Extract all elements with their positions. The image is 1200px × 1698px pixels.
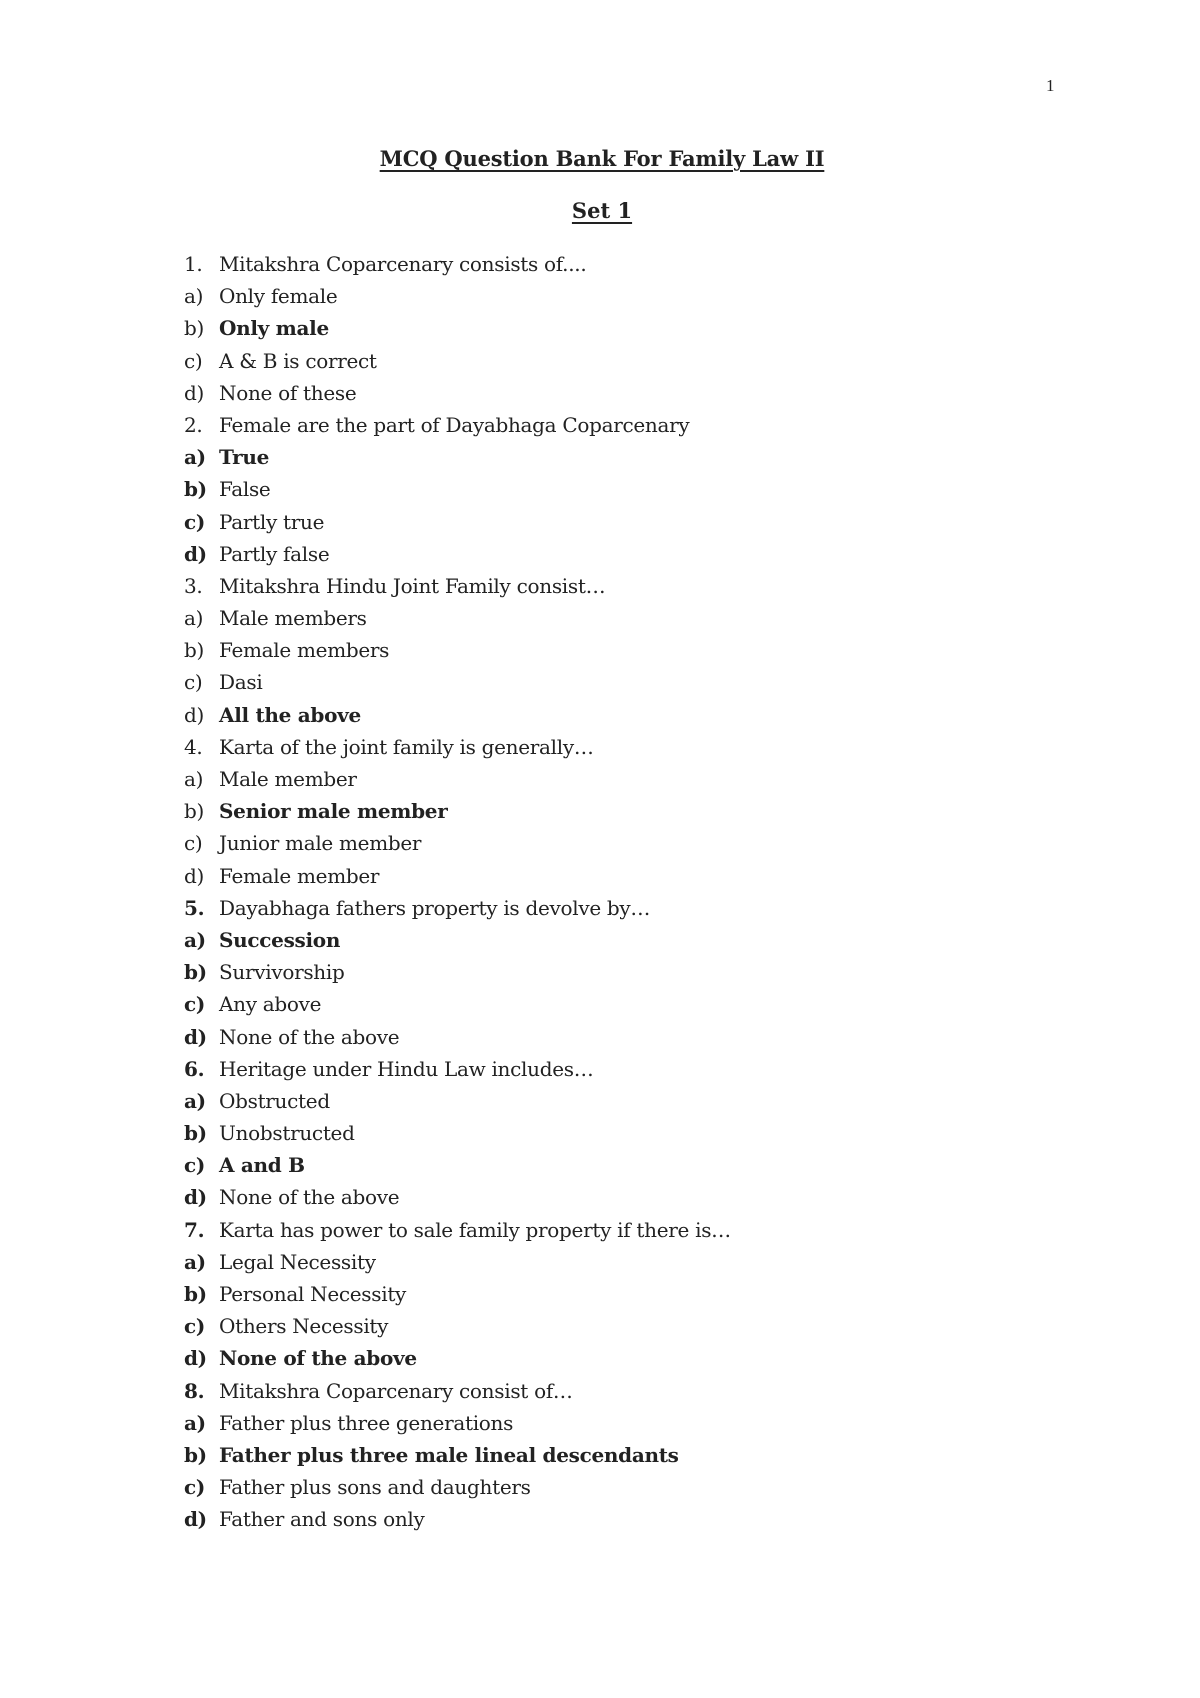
option-letter: d) xyxy=(184,1024,207,1049)
option-line xyxy=(184,860,1084,892)
correct-option-text: Succession xyxy=(219,927,341,952)
question-text: Mitakshra Coparcenary consists of.... xyxy=(219,252,587,276)
option-text: Junior male member xyxy=(219,831,422,856)
option-letter: c) xyxy=(184,831,203,856)
option-line xyxy=(184,1181,1084,1213)
option-letter: b) xyxy=(184,316,205,341)
option-letter: d) xyxy=(184,380,205,405)
option-letter: a) xyxy=(184,1410,206,1435)
question-text: Mitakshra Coparcenary consist of… xyxy=(219,1378,573,1403)
correct-option-text: None of the above xyxy=(219,1346,417,1371)
option-line xyxy=(184,1278,1084,1310)
question-text: Heritage under Hindu Law includes… xyxy=(219,1056,594,1081)
option-letter: b) xyxy=(184,1442,207,1467)
option-line xyxy=(184,795,1084,827)
option-letter: a) xyxy=(184,1249,206,1274)
correct-option-text: Only male xyxy=(219,316,329,341)
option-line xyxy=(184,1503,1084,1535)
option-text: Female member xyxy=(219,863,380,888)
question-number: 4. xyxy=(184,734,203,759)
option-line xyxy=(184,602,1084,634)
option-line xyxy=(184,1310,1084,1342)
question-line xyxy=(184,1214,1084,1246)
option-letter: a) xyxy=(184,445,206,470)
option-text: Male member xyxy=(219,767,357,791)
option-letter: b) xyxy=(184,1121,207,1146)
question-line xyxy=(184,1053,1084,1085)
option-letter: d) xyxy=(184,541,207,566)
option-line xyxy=(184,1407,1084,1439)
page-number: 1 xyxy=(1046,76,1055,95)
option-letter: b) xyxy=(184,638,205,663)
option-text: None of the above xyxy=(219,1185,400,1210)
option-text: Others Necessity xyxy=(219,1314,389,1339)
option-letter: c) xyxy=(184,1153,206,1178)
question-number: 8. xyxy=(184,1378,205,1403)
option-line xyxy=(184,1021,1084,1053)
option-text: Female members xyxy=(219,638,390,663)
option-letter: c) xyxy=(184,670,203,695)
option-text: Father plus three generations xyxy=(219,1410,514,1435)
option-line xyxy=(184,634,1084,666)
option-line xyxy=(184,473,1084,505)
question-line xyxy=(184,731,1084,763)
option-letter: a) xyxy=(184,1088,206,1113)
option-text: Dasi xyxy=(219,670,263,695)
option-letter: a) xyxy=(184,606,204,631)
option-line xyxy=(184,988,1084,1020)
option-text: Legal Necessity xyxy=(219,1249,376,1274)
option-letter: c) xyxy=(184,509,206,534)
option-text: Survivorship xyxy=(219,960,345,985)
correct-option-text: A and B xyxy=(219,1153,305,1178)
option-letter: d) xyxy=(184,1185,207,1210)
set-heading: Set 1 xyxy=(571,198,633,223)
option-line xyxy=(184,699,1084,731)
option-letter: b) xyxy=(184,960,207,985)
option-letter: b) xyxy=(184,1282,207,1306)
option-text: Unobstructed xyxy=(219,1121,355,1146)
correct-option-text: True xyxy=(219,445,270,470)
option-text: Partly false xyxy=(219,541,330,566)
option-text: Partly true xyxy=(219,509,325,534)
option-text: Only female xyxy=(219,284,338,309)
question-number: 7. xyxy=(184,1217,205,1242)
question-text: Dayabhaga fathers property is devolve by… xyxy=(219,895,651,920)
option-text: Father plus sons and daughters xyxy=(219,1475,531,1500)
page-title: MCQ Question Bank For Family Law II xyxy=(379,146,825,171)
question-number: 1. xyxy=(184,252,203,276)
option-letter: c) xyxy=(184,992,206,1017)
option-line xyxy=(184,441,1084,473)
option-line xyxy=(184,538,1084,570)
option-line xyxy=(184,345,1084,377)
option-line xyxy=(184,1085,1084,1117)
question-line xyxy=(184,1375,1084,1407)
option-text: A & B is correct xyxy=(219,348,377,373)
question-text: Karta of the joint family is generally… xyxy=(219,734,594,759)
option-letter: b) xyxy=(184,477,207,502)
question-line xyxy=(184,570,1084,602)
option-line xyxy=(184,956,1084,988)
question-line xyxy=(184,248,1084,280)
option-letter: d) xyxy=(184,702,205,727)
option-text: False xyxy=(219,477,271,502)
option-line xyxy=(184,924,1084,956)
option-line xyxy=(184,312,1084,344)
option-line xyxy=(184,377,1084,409)
option-line xyxy=(184,1342,1084,1374)
option-letter: d) xyxy=(184,863,205,888)
option-letter: c) xyxy=(184,1314,206,1339)
option-text: Personal Necessity xyxy=(219,1282,407,1306)
question-number: 3. xyxy=(184,573,203,598)
option-line xyxy=(184,763,1084,795)
correct-option-text: All the above xyxy=(219,702,361,727)
option-line xyxy=(184,1117,1084,1149)
option-text: None of the above xyxy=(219,1024,400,1049)
option-text: Father and sons only xyxy=(219,1507,425,1532)
correct-option-text: Father plus three male lineal descendants xyxy=(219,1442,679,1467)
option-text: None of these xyxy=(219,380,357,405)
question-line xyxy=(184,409,1084,441)
option-letter: c) xyxy=(184,1475,206,1500)
question-text: Karta has power to sale family property if there is… xyxy=(219,1217,731,1242)
option-line xyxy=(184,280,1084,312)
question-number: 6. xyxy=(184,1056,205,1081)
option-line xyxy=(184,506,1084,538)
option-letter: a) xyxy=(184,767,204,791)
option-line xyxy=(184,666,1084,698)
question-list xyxy=(184,248,1084,1536)
option-line xyxy=(184,1149,1084,1181)
option-letter: a) xyxy=(184,284,204,309)
question-text: Mitakshra Hindu Joint Family consist… xyxy=(219,573,606,598)
correct-option-text: Senior male member xyxy=(219,799,448,824)
option-line xyxy=(184,1471,1084,1503)
option-letter: d) xyxy=(184,1346,207,1371)
question-line xyxy=(184,892,1084,924)
option-text: Any above xyxy=(219,992,322,1017)
question-number: 2. xyxy=(184,412,203,437)
option-letter: c) xyxy=(184,348,203,373)
option-line xyxy=(184,827,1084,859)
option-text: Obstructed xyxy=(219,1088,330,1113)
option-letter: d) xyxy=(184,1507,207,1532)
option-line xyxy=(184,1246,1084,1278)
option-letter: a) xyxy=(184,927,206,952)
option-letter: b) xyxy=(184,799,205,824)
option-text: Male members xyxy=(219,606,367,631)
question-number: 5. xyxy=(184,895,205,920)
option-line xyxy=(184,1439,1084,1471)
question-text: Female are the part of Dayabhaga Coparcenary xyxy=(219,412,690,437)
